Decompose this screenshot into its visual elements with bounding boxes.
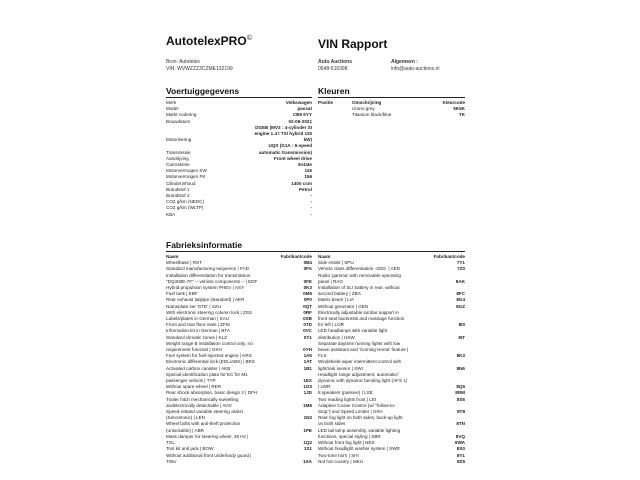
vehicle-label: Brandstof 2: [166, 193, 190, 199]
color-description: Urano grey: [352, 106, 375, 112]
factory-option-name: LED tail lamp assembly, variable lighting functions, special styling | SBR: [318, 427, 401, 439]
factory-option-name: Adaptive Cruise Control (w/ "follow-to- Stop") and Speed Limiter | GRA: [318, 402, 396, 415]
factory-option-code: 0M5: [303, 291, 312, 297]
factory-option-code: 0YH: [303, 347, 312, 353]
company-name: Auto Auctions: [318, 59, 352, 65]
factory-option-code: 0TD: [303, 322, 312, 328]
factory-col-name: Naam: [318, 254, 331, 259]
factory-option-name: Without additional front underbody guard | TWU: [166, 452, 252, 464]
factory-option-code: 1Q2: [303, 440, 312, 446]
factory-option-code: 1A5: [303, 353, 312, 359]
colors-col-position: Positie: [318, 100, 334, 105]
factory-option-code: 0K3: [303, 285, 312, 291]
factory-option-code: 8I0: [458, 322, 465, 328]
vehicle-label: Brandstof 1: [166, 186, 190, 192]
factory-option-code: 1G0: [303, 384, 312, 390]
factory-option-name: Vehicle class differentiation -3GD- | AED: [318, 266, 401, 272]
factory-option-code: 0RF: [303, 309, 312, 315]
colors-col-code: Kleurcode: [442, 100, 465, 105]
factory-option-code: 0B4: [303, 260, 312, 266]
factory-row: [166, 372, 312, 384]
company-info: [318, 59, 352, 72]
factory-row: [166, 397, 312, 409]
logo-copyright: ©: [246, 35, 252, 42]
factory-option-name: 8 speakers (passive) | LSE: [318, 390, 373, 396]
factory-option-code: 1SA: [303, 458, 312, 464]
factory-row: [166, 421, 312, 433]
vehicle-value: passat: [297, 106, 312, 112]
factory-option-name: With electronic steering column lock | ZSS: [166, 309, 252, 315]
factory-option-code: 1EX: [303, 378, 312, 384]
vehicle-value: 115: [304, 168, 312, 174]
factory-option-name: Without headlight washer system | SWR: [318, 446, 400, 452]
color-code: TK: [458, 112, 465, 118]
vehicle-value: CB5 6YY: [292, 112, 312, 118]
factory-option-name: Electronic differential lock (EDL/ABS) | BRS: [166, 359, 255, 365]
factory-option-code: 8Y1: [456, 452, 465, 458]
factory-row: [166, 409, 312, 421]
factory-row: [318, 459, 465, 465]
factory-option-name: Hybrid propulsion system PHEV | ASY: [166, 285, 245, 291]
factory-option-name: Standard manufacturing sequence | FAD: [166, 266, 249, 272]
factory-row: [166, 453, 312, 465]
vehicle-value: DGEB (MV3 : 4-cylinder SI engine 1.4 l TSI hybrid 115 kW): [254, 124, 312, 143]
factory-col-name: Naam: [166, 254, 179, 259]
vehicle-label: Motorvermogen KW: [166, 168, 207, 174]
factory-option-code: 1PE: [303, 427, 312, 433]
source-label: Bron: Autotelex: [166, 59, 200, 65]
factory-option-name: Without generator | GEN: [318, 303, 369, 309]
factory-option-code: 8S6: [456, 396, 465, 402]
factory-option-code: 1S1: [303, 446, 312, 452]
factory-option-name: Rear fog light on both sides, back-up light on both sides: [318, 415, 403, 427]
vehicle-value: UQS (G1A : 6-speed automatic transmission): [258, 143, 312, 155]
factory-option-name: Fuel system for fuel-injected engine | KRS: [166, 353, 252, 359]
factory-option-name: Front and rear floor mats | ZFM: [166, 322, 230, 328]
color-description: Titanium black/blue: [352, 112, 392, 118]
factory-option-code: 8VQ: [455, 433, 465, 439]
factory-row: [318, 328, 465, 340]
logo-wordmark: AutotelexPRO: [166, 34, 247, 48]
vehicle-rule: [166, 97, 312, 98]
factory-row: [318, 372, 465, 391]
general-label: Algemeen :: [391, 59, 418, 65]
factory-option-name: Matrix beam | LIA: [318, 297, 354, 303]
vehicle-label: CO2 g/km (NEDC): [166, 199, 205, 205]
factory-option-code: 7Z0: [457, 266, 465, 272]
factory-option-code: 0Y1: [303, 334, 312, 340]
factory-option-name: Tool kit and jack | BOW: [166, 446, 214, 452]
factory-option-code: 8T8: [457, 409, 465, 415]
factory-option-code: 8Z5: [457, 458, 465, 464]
company-phone: 0548-516398: [318, 65, 348, 72]
factory-option-code: 8Q5: [456, 384, 465, 390]
factory-row: [318, 403, 465, 415]
vehicle-label: Motorisering: [166, 137, 192, 143]
factory-option-name: Separate daytime running lights with low beam assistant and 'Coming Home' feature | FLS: [318, 340, 409, 359]
source-info: [166, 59, 233, 72]
factory-row: [318, 310, 465, 329]
factory-option-code: 8N6: [456, 365, 465, 371]
factory-option-name: Activated carbon canister | AKB: [166, 365, 231, 371]
factory-option-name: Labels/plates in German | SAU: [166, 316, 229, 322]
factory-section-title: Fabrieksinformatie: [166, 240, 243, 250]
factory-option-code: 1N3: [303, 415, 312, 421]
factory-option-code: 0FE: [303, 278, 312, 284]
factory-option-code: 0P0: [303, 297, 312, 303]
general-info: [391, 59, 439, 72]
factory-option-name: Side Assist | SPU: [318, 260, 354, 266]
factory-option-code: 8TN: [456, 421, 465, 427]
factory-option-name: Nameplate set 'GTE' | SZU: [166, 303, 222, 309]
vehicle-row: [166, 212, 312, 218]
colors-section-title: Kleuren: [318, 86, 350, 96]
factory-row: [166, 434, 312, 446]
vehicle-label: Transmissie: [166, 149, 191, 155]
general-email[interactable]: info@auto-auctions.nl: [391, 65, 440, 72]
vehicle-value: -: [310, 193, 312, 199]
factory-option-name: Not hot country | MKU: [318, 458, 364, 464]
factory-option-name: LED headlamps with variable light distribution | HSW: [318, 328, 388, 340]
vehicle-label: Merk: [166, 100, 177, 105]
factory-rule: [166, 251, 465, 252]
factory-option-code: 8AK: [455, 278, 465, 284]
vehicle-label: Markt codering: [166, 112, 197, 118]
vehicle-value: Petrol: [298, 186, 312, 192]
factory-option-code: 8FC: [456, 291, 465, 297]
factory-right-column: [318, 254, 465, 465]
vehicle-value: 156: [304, 174, 312, 180]
factory-option-name: Wheelbase | RST: [166, 260, 202, 266]
vehicle-label: Aandrijving: [166, 155, 189, 161]
factory-row: [166, 341, 312, 353]
vehicle-label: Bouwdatum: [166, 118, 191, 124]
factory-option-name: Electrically adjustable lumbar support in front seat backrests and massage function for left | LOR: [318, 309, 405, 328]
vehicle-value: Volkswagen: [285, 100, 312, 105]
factory-option-code: 0QT: [303, 303, 312, 309]
vehicle-section-title: Voertuiggegevens: [166, 86, 240, 96]
factory-row: [318, 341, 465, 360]
factory-option-code: 7Y1: [456, 260, 465, 266]
factory-option-code: 0VC: [303, 328, 312, 334]
factory-row: [318, 415, 465, 427]
factory-row: [318, 285, 465, 297]
factory-option-name: Without spare wheel | RER: [166, 384, 222, 390]
factory-option-name: Installation of SLI battery in rear, without second battery | ZBA: [318, 285, 400, 297]
vehicle-label: KBA: [166, 211, 176, 217]
vehicle-label: CO2 g/km (WLTP): [166, 205, 204, 211]
colors-rule: [318, 97, 465, 98]
vehicle-value: 1400 ccm: [291, 180, 312, 186]
factory-option-name: Special identification plate for EC for M1 passenger vehicle | TYP: [166, 371, 248, 384]
factory-option-name: Weight range B installation control only, no requirement forecast | GKH: [166, 340, 253, 353]
factory-option-code: 1B1: [303, 365, 312, 371]
factory-option-code: 0SB: [303, 316, 312, 322]
factory-option-code: 1M6: [303, 402, 312, 408]
vehicle-value: Estate: [298, 162, 312, 168]
color-code: 5K5K: [453, 106, 465, 112]
factory-option-name: Trailer hitch mechanically swivelling andelectrically detachable | AHV: [166, 396, 239, 408]
factory-option-name: Two-tone horn | SHI: [318, 452, 359, 458]
vin-label: VIN: WVWZZZ3CZME132199: [166, 65, 233, 72]
factory-option-name: Mass damper for steering wheel, 36 Hz | TGL: [166, 433, 249, 446]
factory-option-name: Rear exhaust tailpipe (standard) | AER: [166, 297, 245, 303]
vehicle-value: -: [310, 205, 312, 211]
factory-option-name: Headlight range adjustment, automatic/ dynamic with dynamic bending light (AFS 1) | LWR: [318, 371, 408, 390]
factory-option-name: Windshield wiper intermittent control with light/rain sensor | SWI: [318, 359, 402, 371]
vehicle-label: Model: [166, 106, 179, 112]
vehicle-label: Carrosserie: [166, 162, 190, 168]
vehicle-row: [166, 125, 312, 144]
factory-option-code: 8G4: [456, 297, 465, 303]
vehicle-value: -: [310, 199, 312, 205]
factory-row: [166, 273, 312, 285]
factory-option-name: Speed-related variable steering assist (Servotronic) | LEN: [166, 409, 243, 421]
factory-option-code: 8K3: [456, 353, 465, 359]
page-title: VIN Rapport: [318, 37, 388, 51]
color-row: [318, 112, 465, 118]
factory-option-code: 8IT: [458, 334, 465, 340]
vehicle-value: 02-06-2021: [288, 118, 312, 124]
factory-col-code: Fabrikantcode: [280, 254, 312, 259]
factory-option-name: Fuel tank | KBF: [166, 291, 198, 297]
factory-col-code: Fabrikantcode: [433, 254, 465, 259]
vehicle-label: Cilinderinhoud: [166, 180, 196, 186]
vehicle-row: [166, 143, 312, 155]
factory-option-code: 0FA: [303, 266, 312, 272]
factory-option-code: 8WA: [455, 440, 465, 446]
factory-row: [318, 428, 465, 440]
factory-option-name: Rear shock absorption, basic design 2 | DFH: [166, 390, 258, 396]
factory-option-name: Two reading lights front | LEI: [318, 396, 377, 402]
logo-text: [166, 34, 252, 48]
factory-option-code: 1AT: [303, 359, 312, 365]
colors-table: [318, 100, 465, 119]
factory-option-name: Wheel bolts with anti-theft protection (unlockable) | ABR: [166, 421, 241, 433]
factory-option-name: Information kit in German | BTA: [166, 328, 230, 334]
factory-row: [318, 359, 465, 371]
vehicle-label: Motorvermogen PK: [166, 174, 206, 180]
factory-row: [318, 273, 465, 285]
factory-option-code: 8X0: [456, 446, 465, 452]
factory-option-code: 1JD: [303, 390, 312, 396]
factory-option-name: Standard climatic zones | KLZ: [166, 334, 227, 340]
factory-option-code: 8GZ: [456, 303, 465, 309]
factory-option-name: Without front fog light | NES: [318, 440, 375, 446]
vehicle-value: Front wheel drive: [273, 155, 312, 161]
factory-option-name: Installation differentiation for transmission "DQ400E-7F" -- vehicle components -- | EDF: [166, 272, 258, 284]
colors-col-description: Omschrijving: [352, 100, 382, 105]
vehicle-table: [166, 100, 312, 218]
factory-option-name: Radio 'gamma' with removable operating panel | RAO: [318, 272, 401, 284]
factory-option-code: 8RM: [455, 390, 465, 396]
vehicle-value: -: [310, 211, 312, 217]
factory-left-column: [166, 254, 312, 465]
